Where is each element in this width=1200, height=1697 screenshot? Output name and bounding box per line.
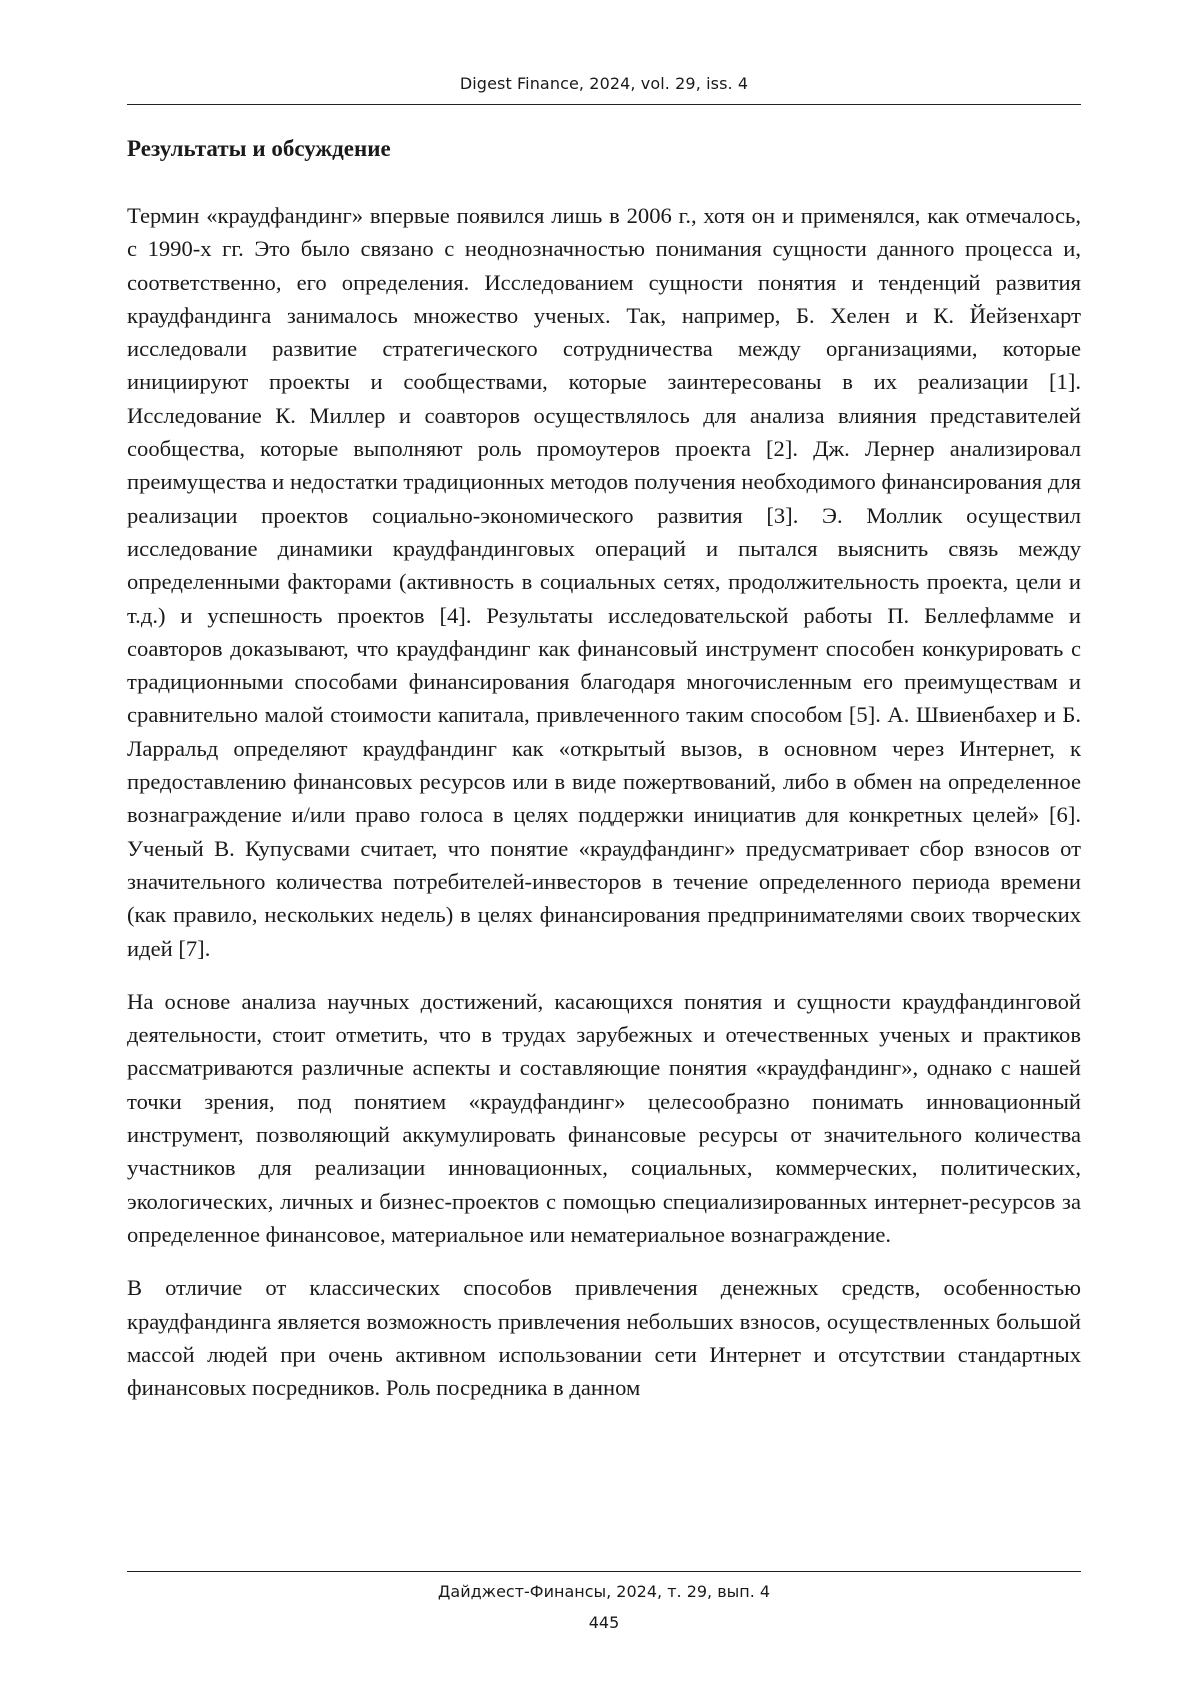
running-header: Digest Finance, 2024, vol. 29, iss. 4 xyxy=(459,74,749,93)
paragraph: В отличие от классических способов привлечения денежных средств, особенностью краудфандинга является возможность привлечения небольших взносов, осуществленных большой массой людей при очень активном использовании сети Интернет и отсутствии стандартных финансовых посредников. Роль посредника в данном xyxy=(127,1275,1081,1401)
paragraph: Термин «краудфандинг» впервые появился лишь в 2006 г., хотя он и применялся, как отмечалось, с 1990-х гг. Это было связано с неоднозначностью понимания сущности данного процесса и, соответственно, его определения. Исследованием сущности понятия и тенденций развития краудфандинга занималось множество ученых. Так, например, Б. Хелен и К. Йейзенхарт исследовали развитие стратегического сотрудничества между организациями, которые инициируют проекты и сообществами, которые заинтересованы в их реализации [1]. Исследование К. Миллер и соавторов осуществлялось для анализа влияния представителей сообщества, которые выполняют роль промоутеров проекта [2]. Дж. Лернер анализировал преимущества и недостатки традиционных методов получения необходимого финансирования для реализации проектов социально-экономического развития [3]. Э. Моллик осуществил исследование динамики краудфандинговых операций и пытался выяснить связь между определенными факторами (активность в социальных сетях, продолжительность проекта, цели и т.д.) и успешность проектов [4]. Результаты исследовательской работы П. Беллефламме и соавторов доказывают, что краудфандинг как финансовый инструмент способен конкурировать с традиционными способами финансирования благодаря многочисленным его преимуществам и сравнительно малой стоимости капитала, привлеченного таким способом [5]. А. Швиенбахер и Б. Ларральд определяют краудфандинг как «открытый вызов, в основном через Интернет, к предоставлению финансовых ресурсов или в виде пожертвований, либо в обмен на определенное вознаграждение и/или право голоса в целях поддержки инициатив для конкретных целей» [6]. Ученый В. Купусвами считает, что понятие «краудфандинг» предусматривает сбор взносов от значительного количества потребителей-инвесторов в течение определенного периода времени (как правило, нескольких недель) в целях финансирования предпринимателями своих творческих идей [7]. xyxy=(127,203,1081,961)
section-heading: Результаты и обсуждение xyxy=(127,136,391,161)
running-footer: Дайджест-Финансы, 2024, т. 29, вып. 4 xyxy=(437,1582,771,1601)
header-rule xyxy=(127,104,1081,105)
article-body xyxy=(127,199,1081,1424)
footer-rule xyxy=(127,1571,1081,1572)
paragraph: На основе анализа научных достижений, касающихся понятия и сущности краудфандинговой деятельности, стоит отметить, что в трудах зарубежных и отечественных ученых и практиков рассматриваются различные аспекты и составляющие понятия «краудфандинг», однако с нашей точки зрения, под понятием «краудфандинг» целесообразно понимать инновационный инструмент, позволяющий аккумулировать финансовые ресурсы от значительного количества участников для реализации инновационных, социальных, коммерческих, политических, экологических, личных и бизнес-проектов с помощью специализированных интернет-ресурсов за определенное финансовое, материальное или нематериальное вознаграждение. xyxy=(127,988,1081,1247)
page-number: 445 xyxy=(588,1613,620,1632)
